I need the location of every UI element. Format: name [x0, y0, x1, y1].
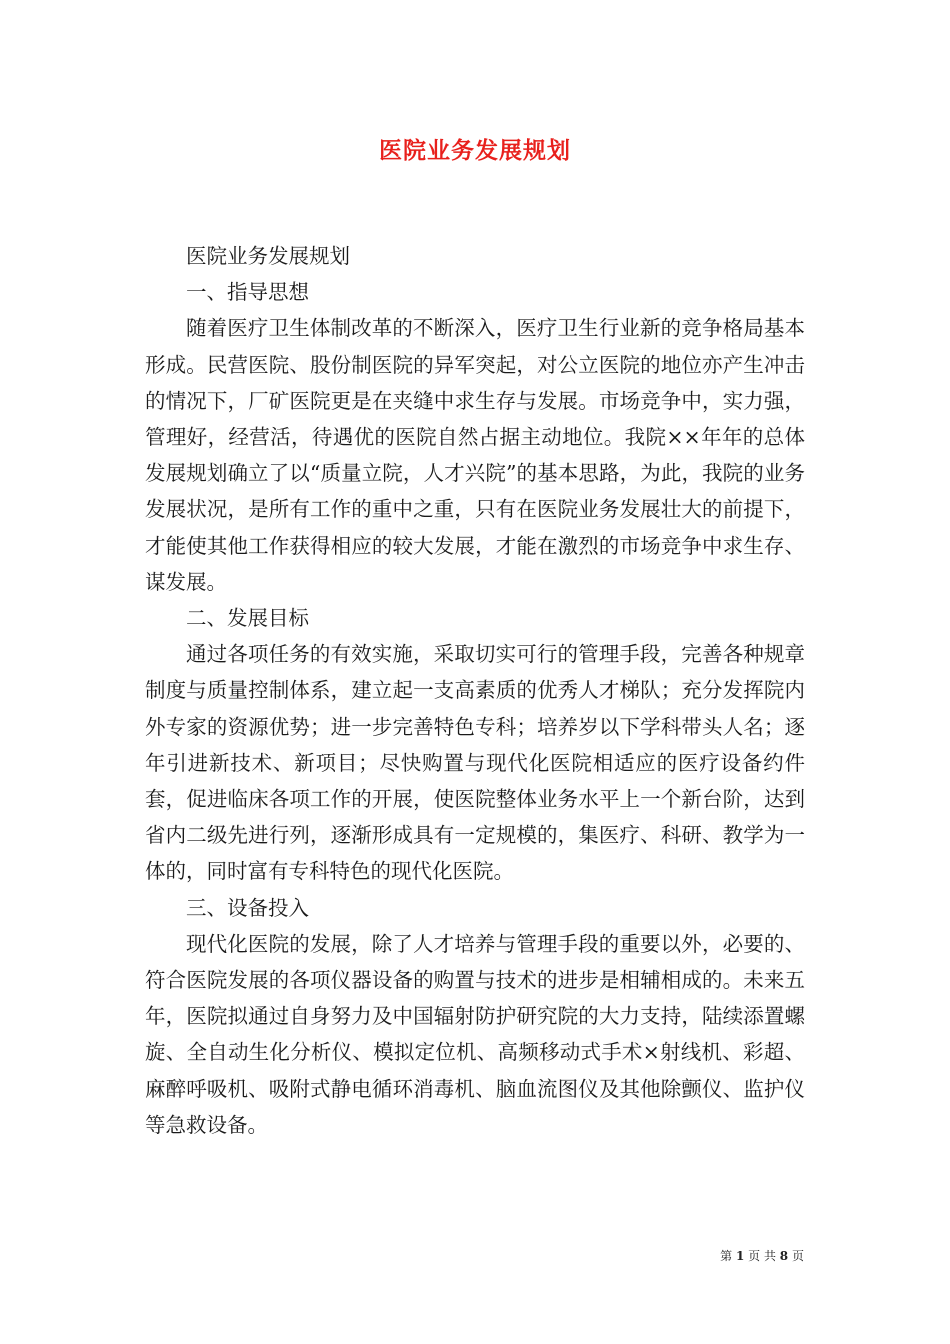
section-heading-equipment-investment: 三、设备投入	[186, 895, 309, 920]
document-body	[145, 238, 805, 1143]
paragraph-development-goals: 通过各项任务的有效实施，采取切实可行的管理手段，完善各种规章制度与质量控制体系，建立起一支高素质的优秀人才梯队；充分发挥院内外专家的资源优势；进一步完善特色专科；培养岁以下学科带头人名；逐年引进新技术、新项目；尽快购置与现代化医院相适应的医疗设备约件套，促进临床各项工作的开展，使医院整体业务水平上一个新台阶，达到省内二级先进行列，逐渐形成具有一定规模的，集医疗、科研、教学为一体的，同时富有专科特色的现代化医院。	[145, 642, 805, 884]
paragraph-guiding-thought: 随着医疗卫生体制改革的不断深入，医疗卫生行业新的竞争格局基本形成。民营医院、股份制医院的异军突起，对公立医院的地位亦产生冲击的情况下，厂矿医院更是在夹缝中求生存与发展。市场竞争中，实力强，管理好，经营活，待遇优的医院自然占据主动地位。我院××年年的总体发展规划确立了以“质量立院，人才兴院”的基本思路，为此，我院的业务发展状况，是所有工作的重中之重，只有在医院业务发展壮大的前提下，才能使其他工作获得相应的较大发展，才能在激烈的市场竞争中求生存、谋发展。	[145, 316, 805, 594]
footer-current-page: 1	[735, 1249, 745, 1263]
section-heading-development-goals: 二、发展目标	[186, 606, 309, 631]
page-footer	[720, 1247, 804, 1264]
document-title: 医院业务发展规划	[379, 137, 571, 164]
body-heading: 医院业务发展规划	[186, 244, 350, 268]
footer-middle: 页 共	[748, 1249, 776, 1263]
footer-prefix: 第	[720, 1249, 733, 1263]
footer-suffix: 页	[791, 1249, 804, 1263]
footer-total-pages: 8	[779, 1249, 789, 1263]
paragraph-equipment-investment: 现代化医院的发展，除了人才培养与管理手段的重要以外，必要的、符合医院发展的各项仪器设备的购置与技术的进步是相辅相成的。未来五年，医院拟通过自身努力及中国辐射防护研究院的大力支持，陆续添置螺旋、全自动生化分析仪、模拟定位机、高频移动式手术×射线机、彩超、麻醉呼吸机、吸附式静电循环消毒机、脑血流图仪及其他除颤仪、监护仪等急救设备。	[145, 931, 805, 1137]
section-heading-guiding-thought: 一、指导思想	[186, 280, 309, 305]
